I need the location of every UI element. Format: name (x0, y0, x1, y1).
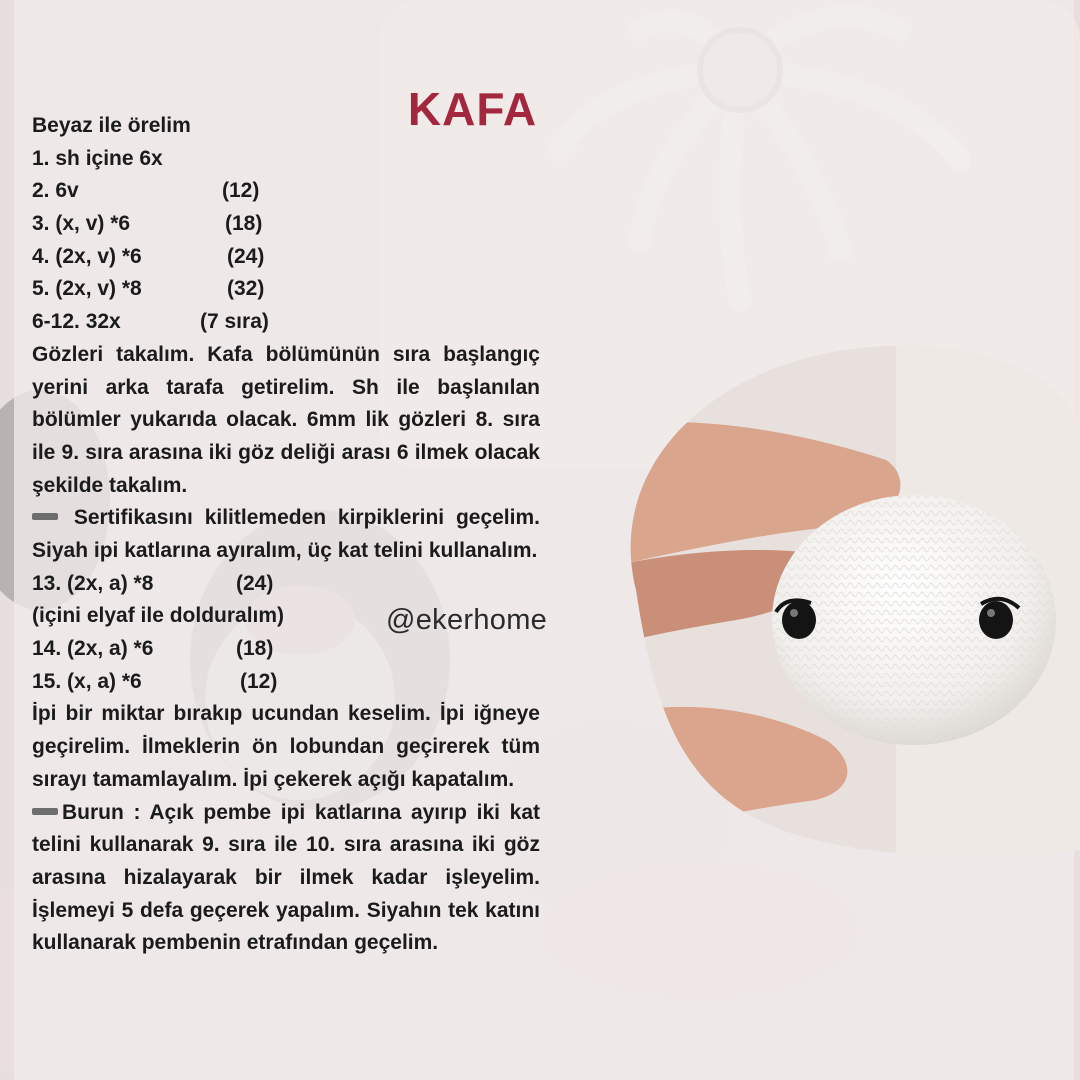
crochet-head-photo (596, 320, 1080, 860)
round-row: 3. (x, v) *6 (18) (32, 212, 263, 236)
author-handle: @ekerhome (386, 604, 548, 636)
page-title: KAFA (407, 83, 538, 135)
intro-line: Beyaz ile örelim (32, 114, 191, 137)
pattern-text (32, 110, 540, 960)
round-row: 6-12. 32x (7 sıra) (32, 310, 269, 334)
closing-instructions: İpi bir miktar bırakıp ucundan keselim. İpi iğneye geçirelim. İlmeklerin ön lobundan geçirerek tüm sırayı tamamlayalım. İpi çekerek açığı kapatalım. (32, 702, 540, 791)
stuffing-note: (içini elyaf ile dolduralım) (32, 604, 285, 628)
lashes-instructions: Sertifikasını kilitlemeden kirpiklerini geçelim. Siyah ipi katlarına ayıralım, üç kat telini kullanalım. (32, 506, 540, 563)
dash-icon (32, 513, 58, 520)
round-row: 1. sh içine 6x (32, 146, 163, 170)
round-row: 4. (2x, v) *6 (24) (32, 244, 265, 268)
eyes-instructions: Gözleri takalım. Kafa bölümünün sıra başlangıç yerini arka tarafa getirelim. Sh ile başlanılan bölümler yukarıda olacak. 6mm lik gözleri 8. sıra ile 9. sıra arasına iki göz deliği arası 6 ilmek olacak şekilde takalım. (32, 342, 540, 497)
round-row: 2. 6v (12) (32, 179, 260, 203)
nose-instructions: Burun : Açık pembe ipi katlarına ayırıp iki kat telini kullanarak 9. sıra ile 10. sıra arasına iki göz arasına hizalayarak bir ilmek kadar işleyelim. İşlemeyi 5 defa geçerek yapalım. Siyahın tek katını kullanarak pembenin etrafından geçelim. (32, 800, 540, 955)
round-row: 5. (2x, v) *8 (32) (32, 277, 265, 301)
round-row: 13. (2x, a) *8 (24) (32, 571, 274, 595)
round-row: 15. (x, a) *6 (12) (32, 669, 278, 693)
dash-icon (32, 808, 58, 815)
round-row: 14. (2x, a) *6 (18) (32, 637, 274, 661)
